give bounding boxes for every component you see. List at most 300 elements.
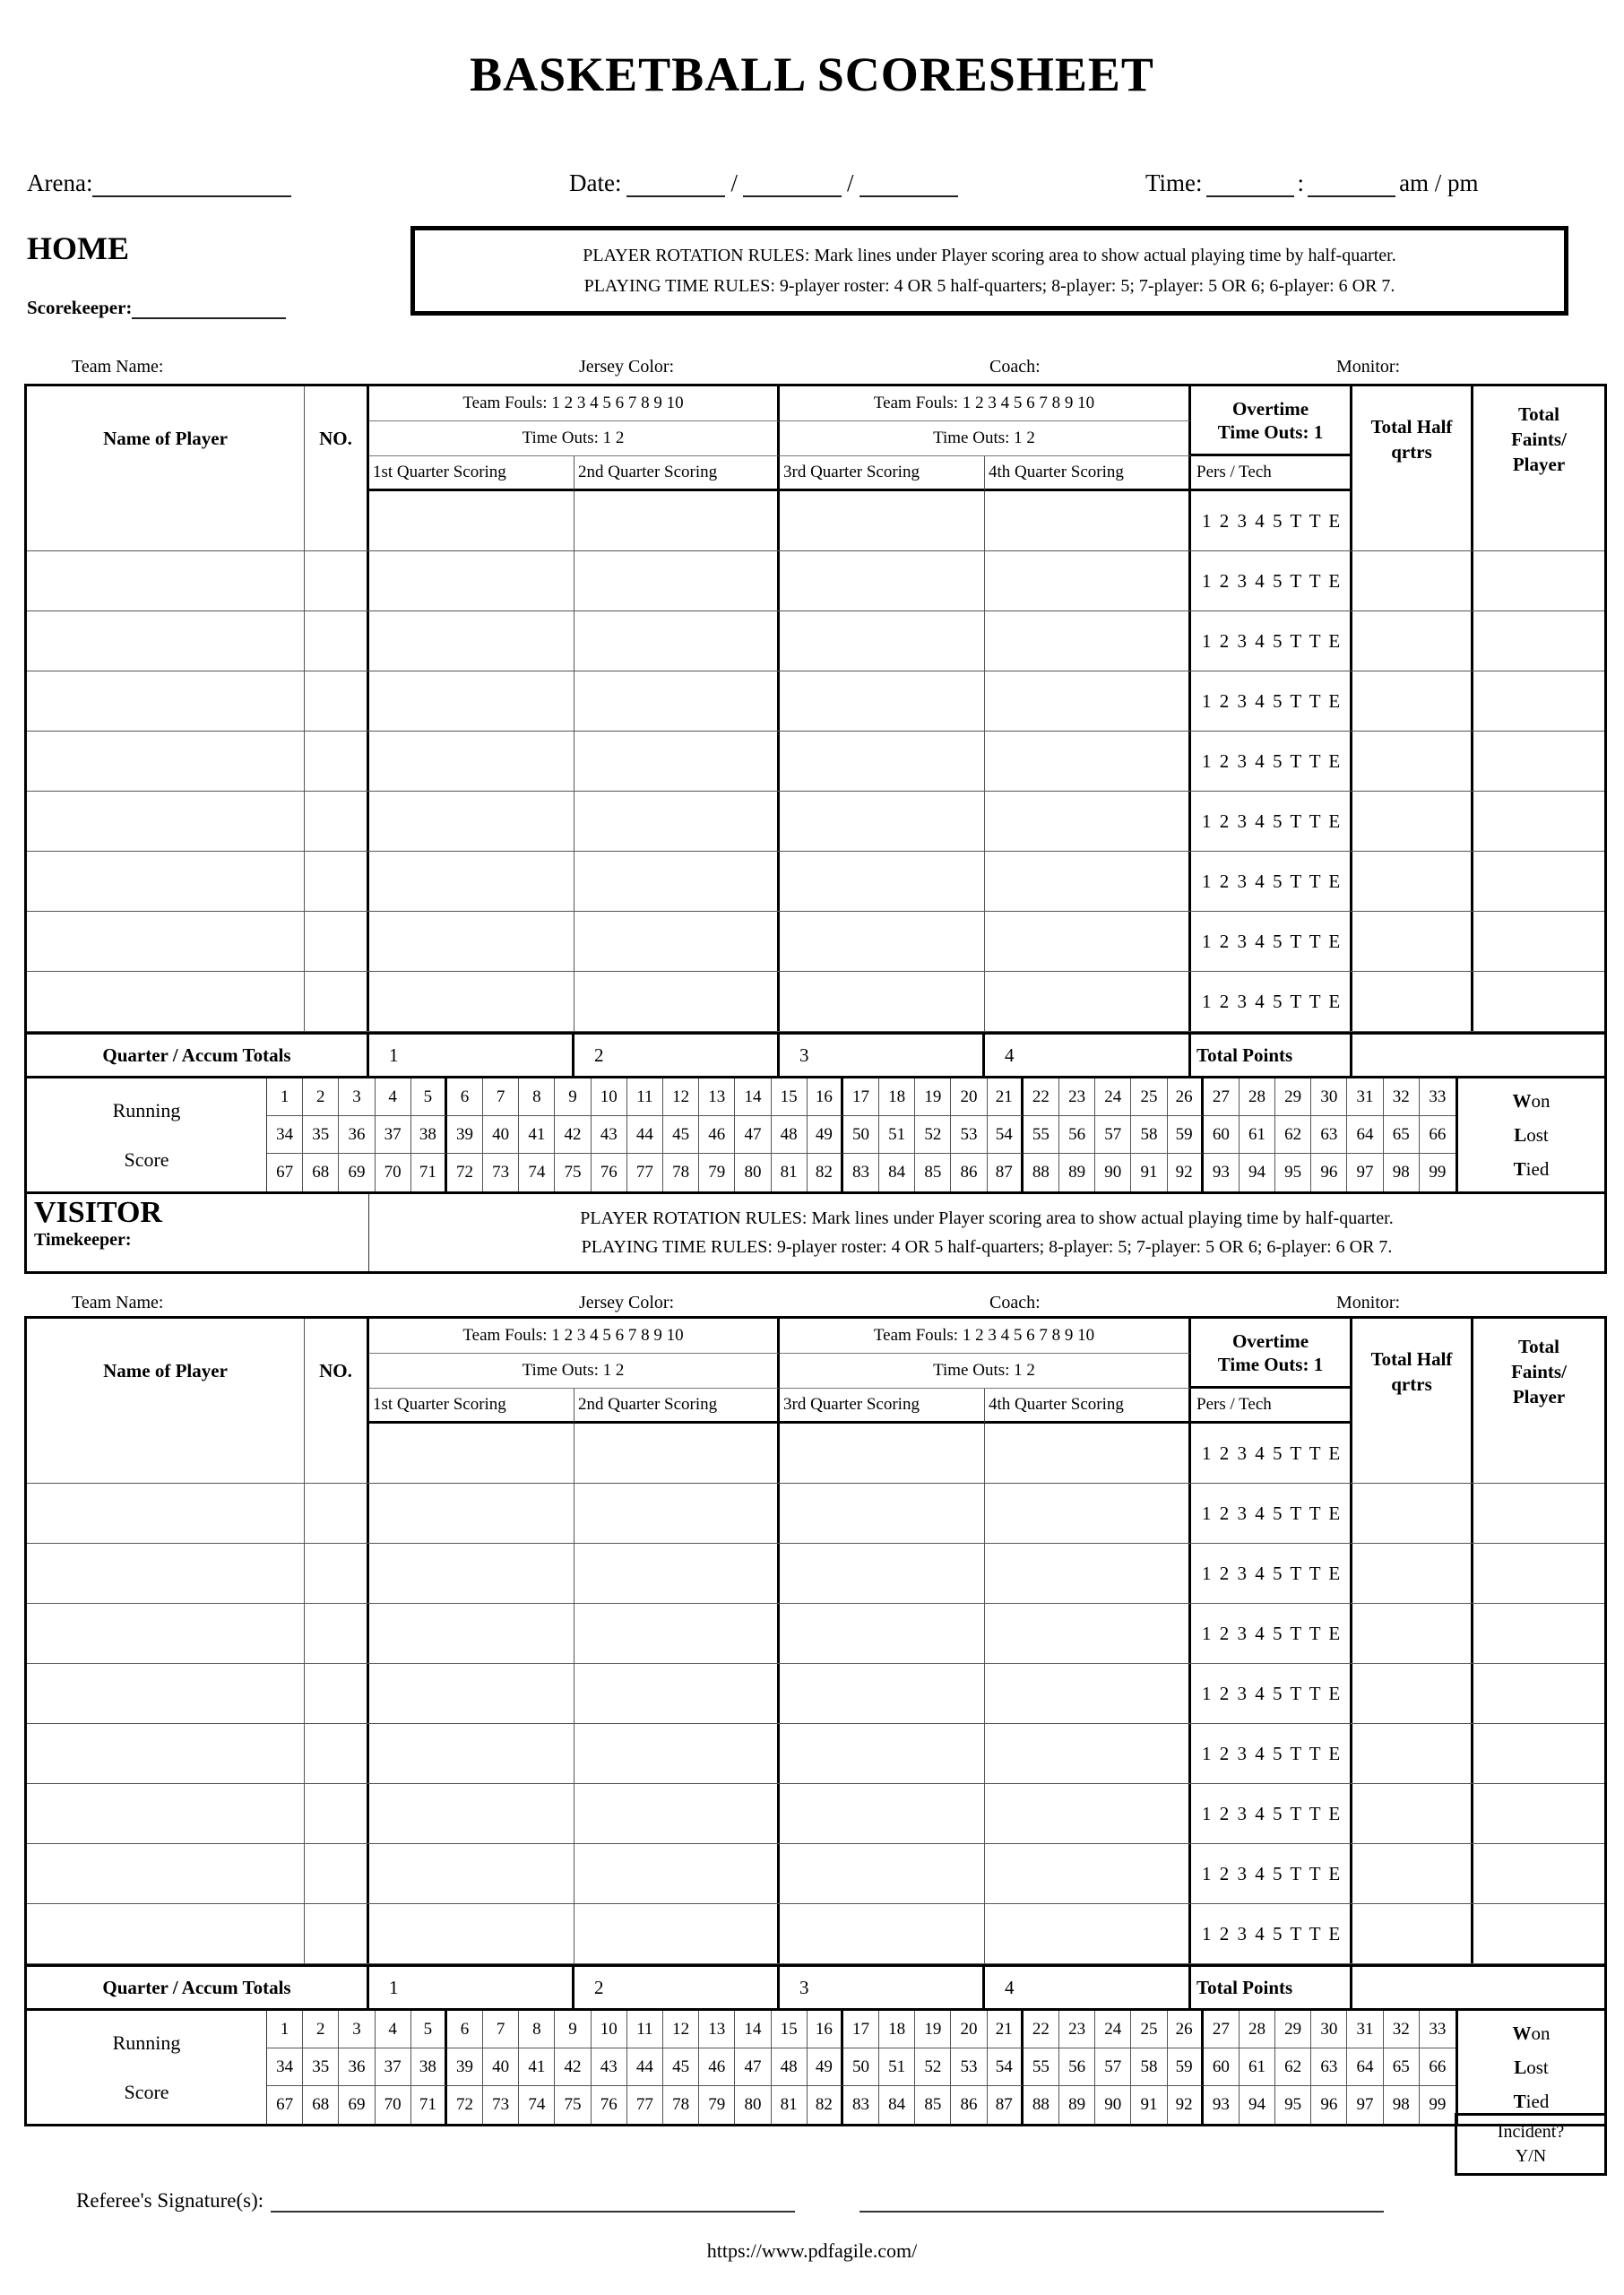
player-number-cell[interactable] xyxy=(305,912,369,971)
running-score-cell[interactable]: 78 xyxy=(663,1154,699,1191)
player-name-cell[interactable] xyxy=(27,852,305,911)
running-score-cell[interactable]: 89 xyxy=(1059,2086,1095,2124)
running-score-cell[interactable]: 82 xyxy=(808,1154,843,1191)
result-won[interactable]: Won xyxy=(1512,1089,1551,1112)
visitor-team-name-label[interactable]: Team Name: xyxy=(72,1293,164,1312)
q4-scoring-cell[interactable] xyxy=(985,852,1191,911)
running-score-cell[interactable]: 41 xyxy=(519,2048,555,2086)
running-score-cell[interactable]: 93 xyxy=(1204,1154,1240,1191)
running-score-cell[interactable]: 73 xyxy=(483,1154,519,1191)
q3-scoring-cell[interactable] xyxy=(780,792,985,851)
player-name-cell[interactable] xyxy=(27,1904,305,1963)
running-score-cell[interactable]: 78 xyxy=(663,2086,699,2124)
running-score-cell[interactable]: 49 xyxy=(808,2048,843,2086)
running-score-cell[interactable]: 10 xyxy=(592,2011,627,2048)
running-score-cell[interactable]: 74 xyxy=(519,1154,555,1191)
player-name-cell[interactable] xyxy=(27,671,305,731)
running-score-cell[interactable]: 9 xyxy=(555,2011,591,2048)
running-score-cell[interactable]: 7 xyxy=(483,1078,519,1116)
running-score-cell[interactable]: 70 xyxy=(376,2086,411,2124)
time-hour-input[interactable] xyxy=(1206,169,1294,197)
q4-scoring-cell[interactable] xyxy=(985,1904,1191,1963)
personal-fouls-marks[interactable]: 1 2 3 4 5 T T E xyxy=(1191,1424,1352,1483)
home-jersey-color-label[interactable]: Jersey Color: xyxy=(579,357,675,377)
date-day-input[interactable] xyxy=(626,169,725,197)
running-score-cell[interactable]: 43 xyxy=(592,2048,627,2086)
q2-scoring-cell[interactable] xyxy=(574,912,780,971)
q2-scoring-cell[interactable] xyxy=(574,792,780,851)
running-score-cell[interactable]: 31 xyxy=(1347,1078,1383,1116)
total-faints-cell[interactable] xyxy=(1473,1844,1604,1903)
running-score-cell[interactable]: 33 xyxy=(1420,1078,1456,1116)
running-score-cell[interactable]: 25 xyxy=(1131,2011,1167,2048)
running-score-cell[interactable]: 36 xyxy=(339,1116,375,1154)
running-score-cell[interactable]: 96 xyxy=(1311,1154,1347,1191)
player-number-cell[interactable] xyxy=(305,491,369,550)
player-name-cell[interactable] xyxy=(27,1664,305,1723)
running-score-cell[interactable]: 55 xyxy=(1024,2048,1059,2086)
player-name-cell[interactable] xyxy=(27,972,305,1031)
q4-scoring-cell[interactable] xyxy=(985,912,1191,971)
q2-total-cell[interactable]: 2 xyxy=(574,1035,780,1076)
running-score-cell[interactable]: 47 xyxy=(735,2048,771,2086)
running-score-cell[interactable]: 3 xyxy=(339,1078,375,1116)
running-score-cell[interactable]: 39 xyxy=(447,2048,483,2086)
q2-scoring-cell[interactable] xyxy=(574,852,780,911)
running-score-cell[interactable]: 20 xyxy=(951,1078,987,1116)
personal-fouls-marks[interactable]: 1 2 3 4 5 T T E xyxy=(1191,1904,1352,1963)
running-score-cell[interactable]: 69 xyxy=(339,2086,375,2124)
player-name-cell[interactable] xyxy=(27,611,305,671)
total-half-qrtrs-cell[interactable] xyxy=(1352,1544,1473,1603)
incident-box[interactable] xyxy=(1455,2113,1607,2176)
q3-scoring-cell[interactable] xyxy=(780,1784,985,1843)
home-monitor-label[interactable]: Monitor: xyxy=(1336,357,1401,377)
running-score-cell[interactable]: 26 xyxy=(1168,2011,1204,2048)
total-half-qrtrs-cell[interactable] xyxy=(1352,732,1473,791)
total-faints-cell[interactable] xyxy=(1473,1664,1604,1723)
running-score-cell[interactable]: 19 xyxy=(915,1078,951,1116)
running-score-cell[interactable]: 23 xyxy=(1059,1078,1095,1116)
player-name-cell[interactable] xyxy=(27,1544,305,1603)
running-score-cell[interactable]: 42 xyxy=(555,2048,591,2086)
total-half-qrtrs-cell[interactable] xyxy=(1352,792,1473,851)
player-name-cell[interactable] xyxy=(27,1784,305,1843)
running-score-cell[interactable]: 66 xyxy=(1420,1116,1456,1154)
team-fouls-header-2[interactable]: Team Fouls: 1 2 3 4 5 6 7 8 9 10 xyxy=(780,386,1191,421)
running-score-cell[interactable]: 82 xyxy=(808,2086,843,2124)
q1-scoring-cell[interactable] xyxy=(369,732,574,791)
q2-scoring-cell[interactable] xyxy=(574,1844,780,1903)
total-faints-cell[interactable] xyxy=(1473,1424,1604,1483)
player-number-cell[interactable] xyxy=(305,551,369,611)
q3-scoring-cell[interactable] xyxy=(780,1724,985,1783)
q4-scoring-cell[interactable] xyxy=(985,1784,1191,1843)
running-score-cell[interactable]: 91 xyxy=(1131,1154,1167,1191)
running-score-cell[interactable]: 17 xyxy=(843,2011,879,2048)
player-number-cell[interactable] xyxy=(305,732,369,791)
running-score-cell[interactable]: 90 xyxy=(1095,1154,1131,1191)
player-number-cell[interactable] xyxy=(305,1844,369,1903)
running-score-cell[interactable]: 27 xyxy=(1204,1078,1240,1116)
q1-scoring-cell[interactable] xyxy=(369,671,574,731)
running-score-cell[interactable]: 6 xyxy=(447,2011,483,2048)
running-score-cell[interactable]: 84 xyxy=(879,2086,915,2124)
running-score-cell[interactable]: 1 xyxy=(267,2011,303,2048)
total-faints-cell[interactable] xyxy=(1473,1904,1604,1963)
q4-scoring-cell[interactable] xyxy=(985,671,1191,731)
q1-total-cell[interactable]: 1 xyxy=(369,1035,574,1076)
running-score-cell[interactable]: 34 xyxy=(267,1116,303,1154)
running-score-cell[interactable]: 18 xyxy=(879,1078,915,1116)
running-score-cell[interactable]: 31 xyxy=(1347,2011,1383,2048)
footer-url[interactable]: https://www.pdfagile.com/ xyxy=(706,2239,918,2262)
running-score-cell[interactable]: 3 xyxy=(339,2011,375,2048)
running-score-cell[interactable]: 87 xyxy=(988,2086,1024,2124)
team-fouls-header-2[interactable]: Team Fouls: 1 2 3 4 5 6 7 8 9 10 xyxy=(780,1319,1191,1354)
running-score-cell[interactable]: 7 xyxy=(483,2011,519,2048)
personal-fouls-marks[interactable]: 1 2 3 4 5 T T E xyxy=(1191,671,1352,731)
running-score-cell[interactable]: 98 xyxy=(1384,2086,1420,2124)
q3-scoring-cell[interactable] xyxy=(780,972,985,1031)
running-score-cell[interactable]: 22 xyxy=(1024,1078,1059,1116)
running-score-cell[interactable]: 21 xyxy=(988,1078,1024,1116)
running-score-cell[interactable]: 68 xyxy=(303,1154,339,1191)
q3-scoring-cell[interactable] xyxy=(780,551,985,611)
q1-scoring-cell[interactable] xyxy=(369,551,574,611)
player-number-cell[interactable] xyxy=(305,1604,369,1663)
referee-signature-input-2[interactable] xyxy=(860,2187,1384,2213)
total-half-qrtrs-cell[interactable] xyxy=(1352,1604,1473,1663)
q1-scoring-cell[interactable] xyxy=(369,1424,574,1483)
running-score-cell[interactable]: 97 xyxy=(1347,1154,1383,1191)
running-score-cell[interactable]: 77 xyxy=(627,1154,663,1191)
running-score-cell[interactable]: 74 xyxy=(519,2086,555,2124)
running-score-cell[interactable]: 8 xyxy=(519,1078,555,1116)
running-score-cell[interactable]: 14 xyxy=(735,2011,771,2048)
total-points-cell[interactable] xyxy=(1352,1967,1604,2008)
q2-scoring-cell[interactable] xyxy=(574,1604,780,1663)
running-score-cell[interactable]: 2 xyxy=(303,1078,339,1116)
running-score-cell[interactable]: 11 xyxy=(627,1078,663,1116)
player-name-cell[interactable] xyxy=(27,491,305,550)
running-score-cell[interactable]: 36 xyxy=(339,2048,375,2086)
running-score-cell[interactable]: 81 xyxy=(772,2086,808,2124)
total-half-qrtrs-cell[interactable] xyxy=(1352,1784,1473,1843)
running-score-cell[interactable]: 47 xyxy=(735,1116,771,1154)
running-score-cell[interactable]: 48 xyxy=(772,1116,808,1154)
arena-input[interactable] xyxy=(92,169,291,197)
total-half-qrtrs-cell[interactable] xyxy=(1352,551,1473,611)
player-name-cell[interactable] xyxy=(27,792,305,851)
player-number-cell[interactable] xyxy=(305,1784,369,1843)
running-score-cell[interactable]: 58 xyxy=(1131,1116,1167,1154)
running-score-cell[interactable]: 9 xyxy=(555,1078,591,1116)
team-fouls-header-1[interactable]: Team Fouls: 1 2 3 4 5 6 7 8 9 10 xyxy=(369,386,780,421)
personal-fouls-marks[interactable]: 1 2 3 4 5 T T E xyxy=(1191,611,1352,671)
total-faints-cell[interactable] xyxy=(1473,972,1604,1031)
personal-fouls-marks[interactable]: 1 2 3 4 5 T T E xyxy=(1191,491,1352,550)
running-score-cell[interactable]: 99 xyxy=(1429,2095,1447,2114)
running-score-cell[interactable]: 72 xyxy=(447,1154,483,1191)
q3-scoring-cell[interactable] xyxy=(780,671,985,731)
running-score-cell[interactable]: 24 xyxy=(1095,2011,1131,2048)
running-score-cell[interactable]: 6 xyxy=(447,1078,483,1116)
time-outs-header-1[interactable]: Time Outs: 1 2 xyxy=(369,1354,780,1389)
total-faints-cell[interactable] xyxy=(1473,852,1604,911)
player-name-cell[interactable] xyxy=(27,1604,305,1663)
running-score-cell[interactable]: 65 xyxy=(1384,2048,1420,2086)
running-score-cell[interactable]: 12 xyxy=(663,1078,699,1116)
total-half-qrtrs-cell[interactable] xyxy=(1352,1724,1473,1783)
q4-scoring-cell[interactable] xyxy=(985,1844,1191,1903)
running-score-cell[interactable]: 59 xyxy=(1168,1116,1204,1154)
player-number-cell[interactable] xyxy=(305,1424,369,1483)
running-score-cell[interactable]: 86 xyxy=(951,1154,987,1191)
running-score-cell[interactable]: 40 xyxy=(483,1116,519,1154)
q2-scoring-cell[interactable] xyxy=(574,671,780,731)
running-score-cell[interactable]: 21 xyxy=(988,2011,1024,2048)
total-half-qrtrs-cell[interactable] xyxy=(1352,1844,1473,1903)
running-score-cell[interactable]: 29 xyxy=(1275,1078,1311,1116)
running-score-cell[interactable]: 73 xyxy=(483,2086,519,2124)
q1-scoring-cell[interactable] xyxy=(369,852,574,911)
running-score-cell[interactable]: 84 xyxy=(879,1154,915,1191)
q2-scoring-cell[interactable] xyxy=(574,732,780,791)
q3-scoring-cell[interactable] xyxy=(780,852,985,911)
q1-scoring-cell[interactable] xyxy=(369,792,574,851)
running-score-cell[interactable]: 30 xyxy=(1311,2011,1347,2048)
q1-scoring-cell[interactable] xyxy=(369,611,574,671)
overtime-timeouts-header[interactable] xyxy=(1191,386,1352,456)
total-half-qrtrs-cell[interactable] xyxy=(1352,852,1473,911)
q2-scoring-cell[interactable] xyxy=(574,1424,780,1483)
q3-scoring-cell[interactable] xyxy=(780,1544,985,1603)
running-score-cell[interactable]: 35 xyxy=(303,1116,339,1154)
total-half-qrtrs-cell[interactable] xyxy=(1352,611,1473,671)
running-score-cell[interactable]: 77 xyxy=(627,2086,663,2124)
time-outs-header-1[interactable]: Time Outs: 1 2 xyxy=(369,421,780,456)
running-score-cell[interactable]: 76 xyxy=(592,2086,627,2124)
q4-total-cell[interactable]: 4 xyxy=(985,1035,1191,1076)
running-score-cell[interactable]: 86 xyxy=(951,2086,987,2124)
running-score-cell[interactable]: 49 xyxy=(808,1116,843,1154)
running-score-cell[interactable]: 53 xyxy=(951,1116,987,1154)
running-score-cell[interactable]: 99 xyxy=(1429,1163,1447,1182)
personal-fouls-marks[interactable]: 1 2 3 4 5 T T E xyxy=(1191,1724,1352,1783)
running-score-cell[interactable]: 40 xyxy=(483,2048,519,2086)
q2-scoring-cell[interactable] xyxy=(574,1484,780,1543)
running-score-cell[interactable]: 41 xyxy=(519,1116,555,1154)
running-score-cell[interactable]: 34 xyxy=(267,2048,303,2086)
player-number-cell[interactable] xyxy=(305,1484,369,1543)
player-number-cell[interactable] xyxy=(305,852,369,911)
q1-scoring-cell[interactable] xyxy=(369,1604,574,1663)
running-score-cell[interactable]: 88 xyxy=(1024,1154,1059,1191)
running-score-cell[interactable]: 83 xyxy=(843,1154,879,1191)
q2-scoring-cell[interactable] xyxy=(574,1784,780,1843)
total-half-qrtrs-cell[interactable] xyxy=(1352,671,1473,731)
running-score-cell[interactable]: 16 xyxy=(808,1078,843,1116)
running-score-cell[interactable]: 56 xyxy=(1059,2048,1095,2086)
running-score-cell[interactable]: 13 xyxy=(699,1078,735,1116)
running-score-cell[interactable]: 19 xyxy=(915,2011,951,2048)
running-score-cell[interactable]: 35 xyxy=(303,2048,339,2086)
running-score-cell[interactable]: 16 xyxy=(808,2011,843,2048)
home-coach-label[interactable]: Coach: xyxy=(989,357,1041,377)
total-points-cell[interactable] xyxy=(1352,1035,1604,1076)
running-score-cell[interactable]: 46 xyxy=(699,2048,735,2086)
time-outs-header-2[interactable]: Time Outs: 1 2 xyxy=(780,421,1191,456)
running-score-cell[interactable]: 96 xyxy=(1311,2086,1347,2124)
player-number-cell[interactable] xyxy=(305,972,369,1031)
total-faints-cell[interactable] xyxy=(1473,1784,1604,1843)
running-score-cell[interactable]: 28 xyxy=(1240,1078,1275,1116)
personal-fouls-marks[interactable]: 1 2 3 4 5 T T E xyxy=(1191,1604,1352,1663)
running-score-cell[interactable]: 62 xyxy=(1275,1116,1311,1154)
date-month-input[interactable] xyxy=(743,169,842,197)
total-half-qrtrs-cell[interactable] xyxy=(1352,491,1473,550)
running-score-cell[interactable]: 80 xyxy=(735,1154,771,1191)
referee-signature-input-1[interactable] xyxy=(271,2187,795,2213)
running-score-cell[interactable]: 42 xyxy=(555,1116,591,1154)
result-tied[interactable]: Tied xyxy=(1513,2090,1550,2112)
q4-scoring-cell[interactable] xyxy=(985,1724,1191,1783)
q1-scoring-cell[interactable] xyxy=(369,1844,574,1903)
total-faints-cell[interactable] xyxy=(1473,611,1604,671)
running-score-cell[interactable]: 88 xyxy=(1024,2086,1059,2124)
running-score-cell[interactable]: 44 xyxy=(627,2048,663,2086)
personal-fouls-marks[interactable]: 1 2 3 4 5 T T E xyxy=(1191,1844,1352,1903)
running-score-cell[interactable]: 87 xyxy=(988,1154,1024,1191)
running-score-cell[interactable]: 59 xyxy=(1168,2048,1204,2086)
running-score-cell[interactable]: 56 xyxy=(1059,1116,1095,1154)
date-year-input[interactable] xyxy=(860,169,958,197)
running-score-cell[interactable]: 52 xyxy=(915,2048,951,2086)
overtime-timeouts-header[interactable] xyxy=(1191,1319,1352,1389)
player-number-cell[interactable] xyxy=(305,792,369,851)
running-score-cell[interactable]: 80 xyxy=(735,2086,771,2124)
player-number-cell[interactable] xyxy=(305,671,369,731)
player-name-cell[interactable] xyxy=(27,1844,305,1903)
q1-scoring-cell[interactable] xyxy=(369,1544,574,1603)
q3-scoring-cell[interactable] xyxy=(780,1604,985,1663)
q2-scoring-cell[interactable] xyxy=(574,551,780,611)
total-half-qrtrs-cell[interactable] xyxy=(1352,1424,1473,1483)
total-half-qrtrs-cell[interactable] xyxy=(1352,912,1473,971)
running-score-cell[interactable]: 72 xyxy=(447,2086,483,2124)
total-faints-cell[interactable] xyxy=(1473,671,1604,731)
running-score-cell[interactable]: 60 xyxy=(1204,1116,1240,1154)
running-score-cell[interactable]: 38 xyxy=(411,1116,447,1154)
running-score-cell[interactable]: 68 xyxy=(303,2086,339,2124)
total-faints-cell[interactable] xyxy=(1473,792,1604,851)
running-score-cell[interactable]: 54 xyxy=(988,1116,1024,1154)
running-score-cell[interactable]: 55 xyxy=(1024,1116,1059,1154)
running-score-cell[interactable]: 43 xyxy=(592,1116,627,1154)
running-score-cell[interactable]: 5 xyxy=(411,1078,447,1116)
q1-scoring-cell[interactable] xyxy=(369,1724,574,1783)
total-half-qrtrs-cell[interactable] xyxy=(1352,1904,1473,1963)
running-score-cell[interactable]: 17 xyxy=(843,1078,879,1116)
running-score-cell[interactable]: 65 xyxy=(1384,1116,1420,1154)
running-score-cell[interactable]: 64 xyxy=(1347,1116,1383,1154)
running-score-cell[interactable]: 4 xyxy=(376,2011,411,2048)
q1-scoring-cell[interactable] xyxy=(369,491,574,550)
q4-scoring-cell[interactable] xyxy=(985,1544,1191,1603)
running-score-cell[interactable]: 2 xyxy=(303,2011,339,2048)
running-score-cell[interactable]: 75 xyxy=(555,2086,591,2124)
q1-scoring-cell[interactable] xyxy=(369,1784,574,1843)
q4-scoring-cell[interactable] xyxy=(985,792,1191,851)
running-score-cell[interactable]: 32 xyxy=(1384,2011,1420,2048)
running-score-cell[interactable]: 45 xyxy=(663,2048,699,2086)
running-score-cell[interactable]: 32 xyxy=(1384,1078,1420,1116)
q4-scoring-cell[interactable] xyxy=(985,1664,1191,1723)
q1-scoring-cell[interactable] xyxy=(369,1904,574,1963)
q4-scoring-cell[interactable] xyxy=(985,491,1191,550)
personal-fouls-marks[interactable]: 1 2 3 4 5 T T E xyxy=(1191,1544,1352,1603)
total-faints-cell[interactable] xyxy=(1473,912,1604,971)
running-score-cell[interactable]: 67 xyxy=(267,1154,303,1191)
running-score-cell[interactable]: 8 xyxy=(519,2011,555,2048)
running-score-cell[interactable]: 79 xyxy=(699,2086,735,2124)
running-score-cell[interactable]: 91 xyxy=(1131,2086,1167,2124)
running-score-cell[interactable]: 1 xyxy=(267,1078,303,1116)
result-lost[interactable]: Lost xyxy=(1514,1123,1549,1146)
q2-scoring-cell[interactable] xyxy=(574,491,780,550)
visitor-monitor-label[interactable]: Monitor: xyxy=(1336,1293,1401,1312)
personal-fouls-marks[interactable]: 1 2 3 4 5 T T E xyxy=(1191,792,1352,851)
running-score-cell[interactable]: 51 xyxy=(879,2048,915,2086)
running-score-cell[interactable]: 50 xyxy=(843,1116,879,1154)
running-score-cell[interactable]: 52 xyxy=(915,1116,951,1154)
running-score-cell[interactable]: 66 xyxy=(1420,2048,1456,2086)
running-score-cell[interactable]: 97 xyxy=(1347,2086,1383,2124)
running-score-cell[interactable]: 61 xyxy=(1240,2048,1275,2086)
running-score-cell[interactable]: 83 xyxy=(843,2086,879,2124)
running-score-cell[interactable]: 92 xyxy=(1168,2086,1204,2124)
q4-total-cell[interactable]: 4 xyxy=(985,1967,1191,2008)
player-number-cell[interactable] xyxy=(305,1664,369,1723)
team-fouls-header-1[interactable]: Team Fouls: 1 2 3 4 5 6 7 8 9 10 xyxy=(369,1319,780,1354)
total-faints-cell[interactable] xyxy=(1473,551,1604,611)
q3-total-cell[interactable]: 3 xyxy=(780,1967,985,2008)
running-score-cell[interactable]: 46 xyxy=(699,1116,735,1154)
running-score-cell[interactable]: 85 xyxy=(915,1154,951,1191)
running-score-cell[interactable]: 45 xyxy=(663,1116,699,1154)
q3-scoring-cell[interactable] xyxy=(780,491,985,550)
running-score-cell[interactable]: 24 xyxy=(1095,1078,1131,1116)
q3-scoring-cell[interactable] xyxy=(780,1664,985,1723)
player-name-cell[interactable] xyxy=(27,1724,305,1783)
running-score-cell[interactable]: 64 xyxy=(1347,2048,1383,2086)
total-half-qrtrs-cell[interactable] xyxy=(1352,1484,1473,1543)
q3-scoring-cell[interactable] xyxy=(780,611,985,671)
q2-total-cell[interactable]: 2 xyxy=(574,1967,780,2008)
player-number-cell[interactable] xyxy=(305,1724,369,1783)
personal-fouls-marks[interactable]: 1 2 3 4 5 T T E xyxy=(1191,852,1352,911)
personal-fouls-marks[interactable]: 1 2 3 4 5 T T E xyxy=(1191,1784,1352,1843)
running-score-cell[interactable]: 11 xyxy=(627,2011,663,2048)
timekeeper-label[interactable]: Timekeeper: xyxy=(34,1230,132,1250)
running-score-cell[interactable]: 93 xyxy=(1204,2086,1240,2124)
running-score-cell[interactable]: 90 xyxy=(1095,2086,1131,2124)
q4-scoring-cell[interactable] xyxy=(985,972,1191,1031)
player-name-cell[interactable] xyxy=(27,1484,305,1543)
running-score-cell[interactable]: 10 xyxy=(592,1078,627,1116)
player-name-cell[interactable] xyxy=(27,912,305,971)
